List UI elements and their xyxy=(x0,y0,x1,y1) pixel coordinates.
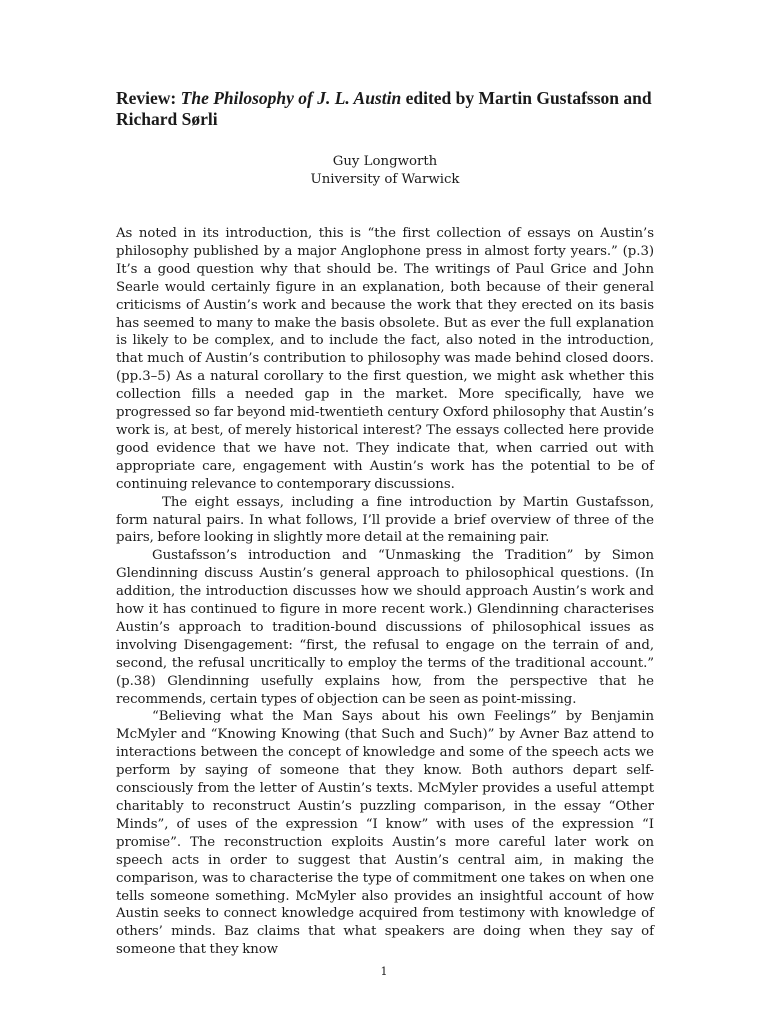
paragraph-3: Gustafsson’s introduction and “Unmasking the Tradition” by Simon Glendinning discuss Austin’s general approach to philosophical questions. (In addition, the introduction discusses how we should approach Austin’s work and how it has continued to figure in more recent work.) Glendinning characterises Austin’s approach to tradition-bound discussions of philosophical issues as involving Disengagement: “first, the refusal to engage on the terrain of and, second, the refusal uncritically to employ the terms of the traditional account.” (p.38) Glendinning usefully explains how, from the perspective that he recommends, certain types of objection can be seen as point-missing. xyxy=(116,548,654,707)
author-name: Guy Longworth xyxy=(332,154,438,169)
author-affiliation: University of Warwick xyxy=(310,172,460,187)
review-editors: edited by Martin Gustafsson and Richard Sørli xyxy=(116,88,652,129)
book-title: The Philosophy of J. L. Austin xyxy=(180,88,402,108)
review-title xyxy=(116,88,654,130)
paragraph-4: “Believing what the Man Says about his own Feelings” by Benjamin McMyler and “Knowing Knowing (that Such and Such)” by Avner Baz attend to interactions between the concept of knowledge and some of the speech acts we perform by saying of someone that they know. Both authors depart self-consciously from the letter of Austin’s texts. McMyler provides a useful attempt charitably to reconstruct Austin’s puzzling comparison, in the essay “Other Minds”, of uses of the expression “I know” with uses of the expression “I promise”. The reconstruction exploits Austin’s more careful later work on speech acts in order to suggest that Austin’s central aim, in making the comparison, was to characterise the type of commitment one takes on when one tells someone something. McMyler also provides an insightful account of how Austin seeks to connect knowledge acquired from testimony with knowledge of others’ minds. Baz claims that what speakers are doing when they say of someone that they know xyxy=(116,709,654,958)
byline xyxy=(116,153,654,189)
document-page xyxy=(116,88,654,959)
page-number: 1 xyxy=(380,965,388,978)
paragraph-1: As noted in its introduction, this is “the first collection of essays on Austin’s philosophy published by a major Anglophone press in almost forty years.” (p.3) It’s a good question why that should be. The writings of Paul Grice and John Searle would certainly figure in an explanation, both because of their general criticisms of Austin’s work and because the work that they erected on its basis has seemed to many to make the basis obsolete. But as ever the full explanation is likely to be complex, and to include the fact, also noted in the introduction, that much of Austin’s contribution to philosophy was made behind closed doors. (pp.3–5) As a natural corollary to the first question, we might ask whether this collection fills a needed gap in the market. More specifically, have we progressed so far beyond mid-twentieth century Oxford philosophy that Austin’s work is, at best, of merely historical interest? The essays collected here provide good evidence that we have not. They indicate that, when carried out with appropriate care, engagement with Austin’s work has the potential to be of continuing relevance to contemporary discussions. xyxy=(116,226,654,492)
review-prefix: Review: xyxy=(116,88,181,108)
paragraph-2: The eight essays, including a fine introduction by Martin Gustafsson, form natural pairs. In what follows, I’ll provide a brief overview of three of the pairs, before looking in slightly more detail at the remaining pair. xyxy=(116,494,654,546)
review-body xyxy=(116,225,654,959)
